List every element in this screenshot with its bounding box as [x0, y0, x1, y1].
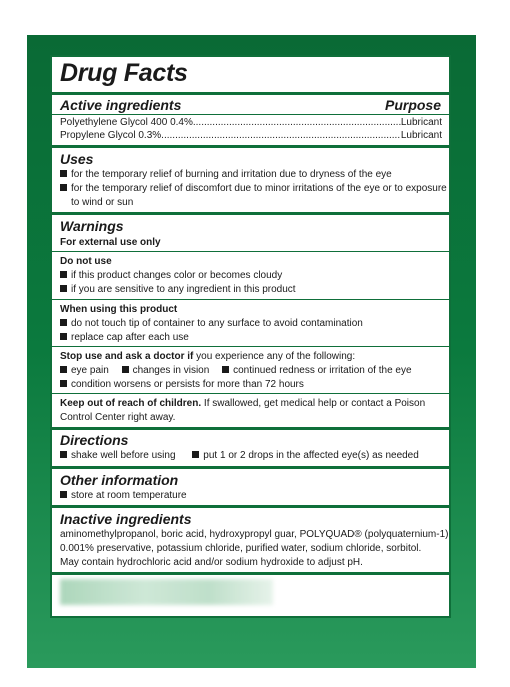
bullet-square-icon [60, 491, 67, 498]
bullet-square-icon [60, 333, 67, 340]
active-ingredient-row [60, 116, 442, 129]
bullet-square-icon [60, 170, 67, 177]
active-ingredient-row [60, 129, 442, 142]
stop-use-item: condition worsens or persists for more than 72 hours [60, 378, 304, 391]
stop-use-line: Stop use and ask a doctor if you experience any of the following: [60, 351, 356, 362]
divider [52, 212, 449, 215]
directions-items: shake well before using put 1 or 2 drops in the affected eye(s) as needed [60, 449, 419, 462]
divider [52, 251, 449, 252]
bullet-square-icon [122, 366, 129, 373]
do-not-use-item: if you are sensitive to any ingredient in this product [60, 283, 296, 296]
bullet-square-icon [60, 285, 67, 292]
divider [52, 427, 449, 430]
inactive-ingredients-line: aminomethylpropanol, boric acid, hydroxypropyl guar, POLYQUAD® (polyquaternium-1) [60, 529, 449, 540]
drug-facts-panel [50, 55, 451, 618]
bullet-square-icon [60, 451, 67, 458]
do-not-use-item: if this product changes color or becomes cloudy [60, 269, 282, 282]
divider [52, 466, 449, 469]
stop-use-title: Stop use and ask a doctor if [60, 351, 194, 362]
children-warning-title: Keep out of reach of children. [60, 398, 202, 409]
purpose-heading: Purpose [384, 97, 441, 113]
bullet-square-icon [60, 271, 67, 278]
divider [52, 572, 449, 575]
divider [52, 393, 449, 394]
other-information-heading: Other information [60, 472, 179, 488]
inactive-ingredients-line: 0.001% preservative, potassium chloride, purified water, sodium chloride, sorbitol. [60, 543, 422, 554]
when-using-item: do not touch tip of container to any surface to avoid contamination [60, 317, 363, 330]
bullet-square-icon [222, 366, 229, 373]
divider [52, 92, 449, 95]
active-ingredients-heading: Active ingredients [60, 97, 182, 113]
do-not-use-title: Do not use [60, 256, 112, 267]
uses-heading: Uses [60, 151, 94, 167]
ingredient-purpose: Lubricant [400, 130, 442, 141]
bullet-square-icon [192, 451, 199, 458]
directions-heading: Directions [60, 432, 129, 448]
bullet-square-icon [60, 380, 67, 387]
children-warning: Keep out of reach of children. If swallowed, get medical help or contact a Poison [60, 398, 426, 409]
ingredient-name: Polyethylene Glycol 400 0.4% [60, 117, 193, 128]
ingredient-purpose: Lubricant [400, 117, 442, 128]
children-warning-line2: Control Center right away. [60, 412, 176, 423]
when-using-title: When using this product [60, 304, 178, 315]
divider [52, 346, 449, 347]
divider [52, 114, 449, 115]
stop-use-items: eye pain changes in vision continued redness or irritation of the eye [60, 364, 412, 377]
divider [52, 145, 449, 148]
ingredient-name: Propylene Glycol 0.3% [60, 130, 162, 141]
divider [52, 299, 449, 300]
inactive-ingredients-line: May contain hydrochloric acid and/or sodium hydroxide to adjust pH. [60, 557, 363, 568]
bullet-square-icon [60, 319, 67, 326]
blurred-redaction [60, 579, 273, 605]
external-use-note: For external use only [60, 237, 161, 248]
bullet-square-icon [60, 184, 67, 191]
uses-item-continued: to wind or sun [71, 197, 134, 208]
drug-facts-title: Drug Facts [60, 59, 188, 87]
when-using-item: replace cap after each use [60, 331, 189, 344]
other-information-item: store at room temperature [60, 489, 187, 502]
inactive-ingredients-heading: Inactive ingredients [60, 511, 192, 527]
bullet-square-icon [60, 366, 67, 373]
uses-item: for the temporary relief of burning and irritation due to dryness of the eye [60, 168, 392, 181]
uses-item: for the temporary relief of discomfort due to minor irritations of the eye or to exposure [60, 182, 447, 195]
divider [52, 505, 449, 508]
warnings-heading: Warnings [60, 218, 124, 234]
